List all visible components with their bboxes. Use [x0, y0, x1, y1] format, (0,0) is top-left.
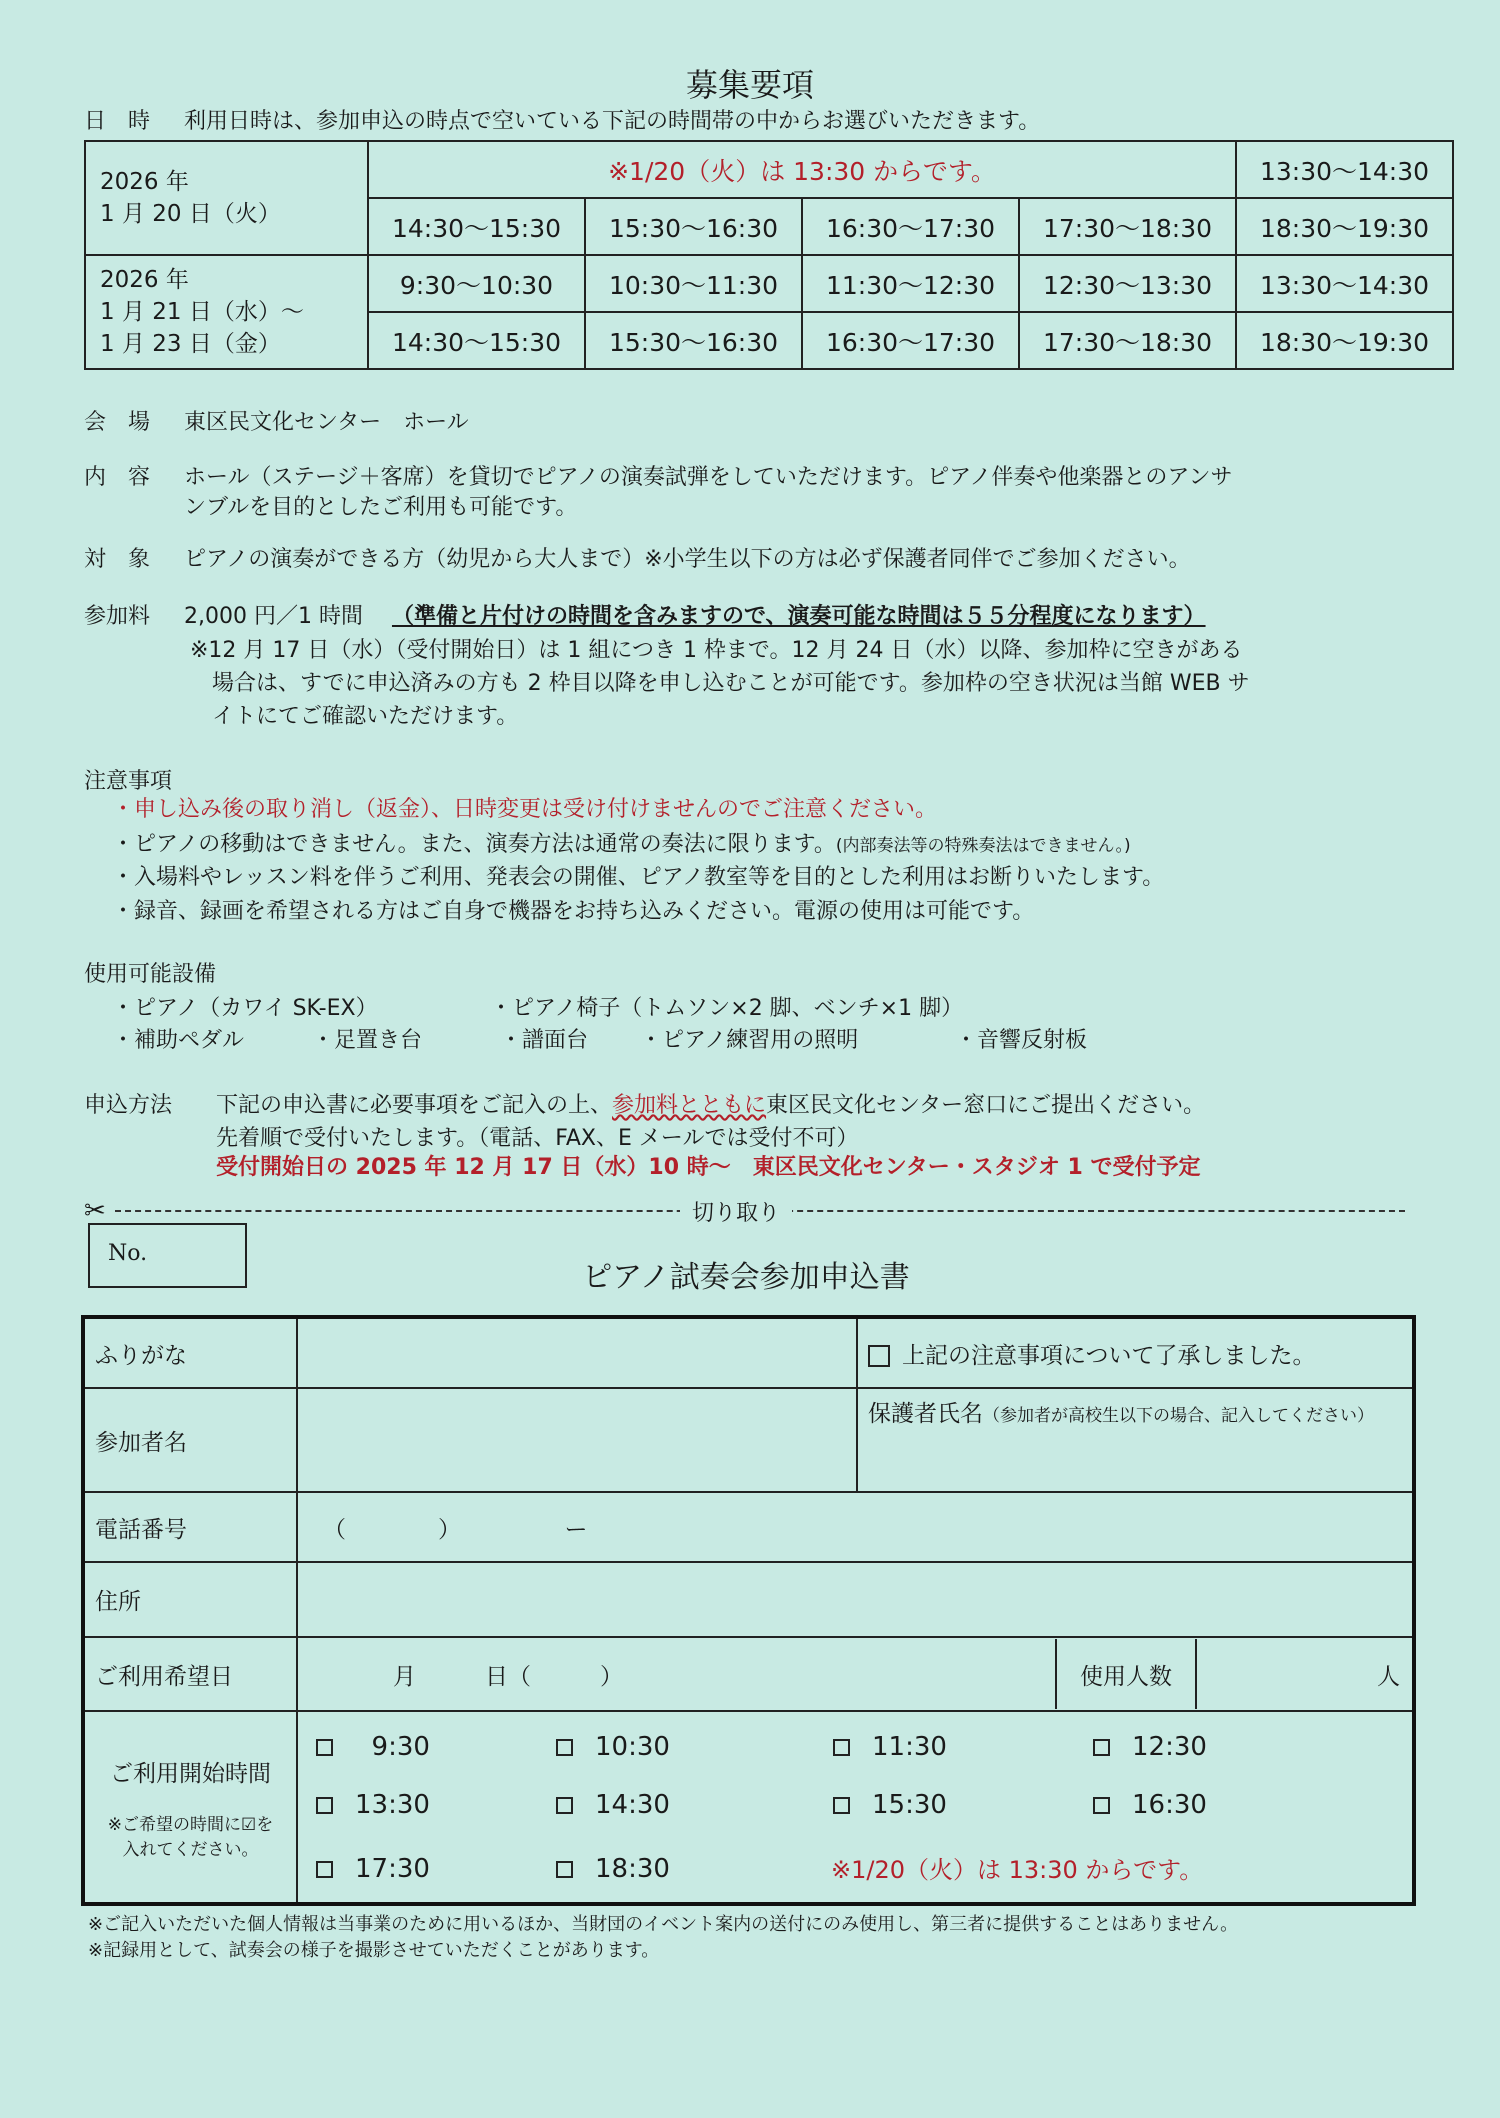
- fee-line: 場合は、すでに申込済みの方も 2 枠目以降を申し込むことが可能です。参加枠の空き状況は当館 WEB サ: [212, 671, 1250, 696]
- name-label: 参加者名: [83, 1388, 297, 1492]
- slot: 10:30〜11:30: [585, 255, 802, 312]
- time-label: 9:30: [371, 1732, 430, 1762]
- slot: 11:30〜12:30: [802, 255, 1019, 312]
- checkbox[interactable]: [556, 1861, 573, 1878]
- content-line: ンブルを目的としたご利用も可能です。: [184, 495, 578, 520]
- slot: 15:30〜16:30: [585, 312, 802, 369]
- equipment-text: ピアノ練習用の照明: [662, 1028, 859, 1053]
- caution-item: ・入場料やレッスン料を伴うご利用、発表会の開催、ピアノ教室等を目的とした利用はお断りいたします。: [112, 865, 1165, 890]
- apply-label: 申込方法: [84, 1093, 173, 1118]
- day2-date: [85, 255, 368, 369]
- checkbox[interactable]: [833, 1739, 850, 1756]
- slot: 9:30〜10:30: [368, 255, 585, 312]
- start-note: 入れてください。: [122, 1839, 259, 1860]
- content: [84, 460, 1233, 491]
- equipment-text: 譜面台: [522, 1028, 589, 1053]
- scissors-icon: ✂: [84, 1196, 106, 1226]
- guardian-note: （参加者が高校生以下の場合、記入してください）: [983, 1406, 1374, 1426]
- year: 2026 年: [100, 169, 189, 195]
- equipment-heading: 使用可能設備: [84, 962, 217, 987]
- cautions-heading: 注意事項: [84, 769, 173, 794]
- form-title: ピアノ試奏会参加申込書: [582, 1260, 910, 1295]
- caution-text: ピアノの移動はできません。また、演奏方法は通常の奏法に限ります。: [134, 832, 836, 857]
- fee: [84, 599, 1206, 630]
- equipment-item: ・補助ペダル: [112, 1028, 245, 1053]
- schedule-table: [84, 140, 1454, 370]
- checkbox[interactable]: [316, 1797, 333, 1814]
- start-note: ※ご希望の時間に☑を: [107, 1814, 274, 1835]
- fee-note: （準備と片付けの時間を含みますので、演奏可能な時間は５５分程度になります）: [391, 604, 1206, 629]
- slot: 12:30〜13:30: [1019, 255, 1236, 312]
- slot: 17:30〜18:30: [1019, 312, 1236, 369]
- equipment-text: 補助ペダル: [134, 1028, 245, 1053]
- day1-date: [85, 141, 368, 255]
- date-row: [297, 1637, 1414, 1711]
- phone-input[interactable]: （ ） ー: [297, 1492, 1414, 1562]
- equipment-item: ・足置き台: [312, 1028, 423, 1053]
- datetime-line: [84, 104, 1040, 135]
- equipment-item: ・ピアノ練習用の照明: [640, 1028, 859, 1053]
- caution-item: ・ピアノの移動はできません。また、演奏方法は通常の奏法に限ります。(内部奏法等の特殊奏法はできません。): [112, 832, 1131, 857]
- datetime-text: 利用日時は、参加申込の時点で空いている下記の時間帯の中からお選びいただきます。: [184, 109, 1041, 134]
- time-option[interactable]: [556, 1732, 670, 1762]
- equipment-text: 足置き台: [334, 1028, 423, 1053]
- footnote: ※記録用として、試奏会の様子を撮影させていただくことがあります。: [88, 1940, 660, 1961]
- slot: 15:30〜16:30: [585, 198, 802, 255]
- slot: 13:30〜14:30: [1236, 141, 1453, 198]
- slot: 13:30〜14:30: [1236, 255, 1453, 312]
- apply-text: 下記の申込書に必要事項をご記入の上、: [216, 1093, 613, 1118]
- date-from: 1 月 21 日（水）〜: [100, 299, 304, 325]
- furigana-input[interactable]: [297, 1317, 857, 1388]
- address-label: 住所: [83, 1562, 297, 1637]
- time-label: 15:30: [872, 1790, 947, 1820]
- slot: 16:30〜17:30: [802, 312, 1019, 369]
- fee-price: 2,000 円／1 時間: [184, 604, 363, 629]
- apply-line: 先着順で受付いたします。（電話、FAX、E メールでは受付不可）: [216, 1126, 859, 1151]
- slot: 17:30〜18:30: [1019, 198, 1236, 255]
- time-option[interactable]: [1093, 1732, 1207, 1762]
- agree-text: 上記の注意事項について了承しました。: [902, 1342, 1316, 1369]
- equipment-item: ・ピアノ椅子（トムソン×2 脚、ベンチ×1 脚）: [490, 996, 964, 1021]
- guardian-label: 保護者氏名: [868, 1401, 983, 1427]
- time-label: 10:30: [595, 1732, 670, 1762]
- fee-line: イトにてご確認いただけます。: [212, 704, 519, 729]
- day1-note: ※1/20（火）は 13:30 からです。: [368, 141, 1236, 198]
- slot: 14:30〜15:30: [368, 312, 585, 369]
- content-label: 内 容: [84, 465, 151, 490]
- people-label: 使用人数: [1055, 1639, 1197, 1709]
- agree-checkbox[interactable]: [857, 1317, 1414, 1388]
- form-number-box[interactable]: No.: [88, 1223, 247, 1288]
- time-option[interactable]: [316, 1732, 430, 1762]
- time-label: 18:30: [595, 1854, 670, 1884]
- guardian-input[interactable]: [857, 1388, 1414, 1492]
- slot: 16:30〜17:30: [802, 198, 1019, 255]
- start-label-cell: [83, 1711, 297, 1904]
- caution-item: ・録音、録画を希望される方はご自身で機器をお持ち込みください。電源の使用は可能です。: [112, 899, 1035, 924]
- venue-text: 東区民文化センター ホール: [184, 410, 469, 435]
- phone-label: 電話番号: [83, 1492, 297, 1562]
- slot: 18:30〜19:30: [1236, 312, 1453, 369]
- caution-text: 入場料やレッスン料を伴うご利用、発表会の開催、ピアノ教室等を目的とした利用はお断りいたします。: [134, 865, 1165, 890]
- equipment-item: ・譜面台: [500, 1028, 589, 1053]
- target: [84, 542, 1191, 573]
- apply-line: [216, 1088, 1205, 1119]
- content-line: ホール（ステージ＋客席）を貸切でピアノの演奏試弾をしていただけます。ピアノ伴奏や他楽器とのアンサ: [184, 465, 1233, 490]
- caution-small: (内部奏法等の特殊奏法はできません。): [835, 836, 1131, 856]
- time-label: 13:30: [355, 1790, 430, 1820]
- venue: [84, 405, 469, 436]
- checkbox[interactable]: [556, 1739, 573, 1756]
- furigana-label: ふりがな: [83, 1317, 297, 1388]
- target-label: 対 象: [84, 547, 151, 572]
- date-label: ご利用希望日: [83, 1637, 297, 1711]
- caution-text: 録音、録画を希望される方はご自身で機器をお持ち込みください。電源の使用は可能です。: [134, 899, 1035, 924]
- fee-line: ※12 月 17 日（水）（受付開始日）は 1 組につき 1 枠まで。12 月 24 日（水）以降、参加枠に空きがある: [190, 638, 1243, 663]
- time-label: 11:30: [872, 1732, 947, 1762]
- equipment-item: ・音響反射板: [955, 1028, 1088, 1053]
- date-input[interactable]: 月 日（ ）: [393, 1663, 623, 1690]
- slot: 14:30〜15:30: [368, 198, 585, 255]
- checkbox[interactable]: [1093, 1797, 1110, 1814]
- time-option[interactable]: [316, 1854, 430, 1884]
- caution-item: ・申し込み後の取り消し（返金）、日時変更は受け付けませんのでご注意ください。: [112, 797, 938, 822]
- time-option[interactable]: [1093, 1790, 1207, 1820]
- datetime-label: 日 時: [84, 109, 151, 134]
- year: 2026 年: [100, 267, 189, 293]
- apply-start-date: 受付開始日の 2025 年 12 月 17 日（水）10 時〜 東区民文化センター・スタジオ 1 で受付予定: [216, 1155, 1201, 1180]
- time-label: 16:30: [1132, 1790, 1207, 1820]
- footnote: ※ご記入いただいた個人情報は当事業のために用いるほか、当財団のイベント案内の送付にのみ使用し、第三者に提供することはありません。: [88, 1914, 1239, 1935]
- page-title: 募集要項: [685, 66, 814, 104]
- time-option[interactable]: [833, 1790, 947, 1820]
- checkbox[interactable]: [1093, 1739, 1110, 1756]
- date: 1 月 20 日（火）: [100, 201, 281, 227]
- name-input[interactable]: [297, 1388, 857, 1492]
- time-option[interactable]: [556, 1854, 670, 1884]
- equipment-item: ・ピアノ（カワイ SK-EX）: [112, 996, 378, 1021]
- time-label: 12:30: [1132, 1732, 1207, 1762]
- application-form: [81, 1315, 1416, 1906]
- target-text: ピアノの演奏ができる方（幼児から大人まで）※小学生以下の方は必ず保護者同伴でご参加ください。: [184, 547, 1191, 572]
- checkbox[interactable]: [833, 1797, 850, 1814]
- equipment-text: ピアノ（カワイ SK-EX）: [134, 996, 378, 1021]
- cut-label: 切り取り: [680, 1196, 792, 1227]
- date-to: 1 月 23 日（金）: [100, 331, 281, 357]
- slot: 18:30〜19:30: [1236, 198, 1453, 255]
- apply-emphasis: 参加料とともに: [612, 1093, 767, 1118]
- time-label: 17:30: [355, 1854, 430, 1884]
- time-label: 14:30: [595, 1790, 670, 1820]
- checkbox[interactable]: [316, 1861, 333, 1878]
- time-option[interactable]: [316, 1790, 430, 1820]
- equipment-text: ピアノ椅子（トムソン×2 脚、ベンチ×1 脚）: [512, 996, 964, 1021]
- venue-label: 会 場: [84, 410, 151, 435]
- start-times: [297, 1711, 1414, 1904]
- address-input[interactable]: [297, 1562, 1414, 1637]
- equipment-text: 音響反射板: [977, 1028, 1088, 1053]
- apply-text: 東区民文化センター窓口にご提出ください。: [766, 1093, 1206, 1118]
- caution-text: 申し込み後の取り消し（返金）、日時変更は受け付けませんのでご注意ください。: [134, 797, 938, 822]
- fee-label: 参加料: [84, 604, 151, 629]
- start-label: ご利用開始時間: [110, 1760, 271, 1787]
- people-input[interactable]: 人: [1377, 1663, 1400, 1690]
- times-note: ※1/20（火）は 13:30 からです。: [831, 1856, 1204, 1884]
- time-option[interactable]: [556, 1790, 670, 1820]
- checkbox[interactable]: [868, 1345, 890, 1367]
- checkbox[interactable]: [316, 1739, 333, 1756]
- checkbox[interactable]: [556, 1797, 573, 1814]
- time-option[interactable]: [833, 1732, 947, 1762]
